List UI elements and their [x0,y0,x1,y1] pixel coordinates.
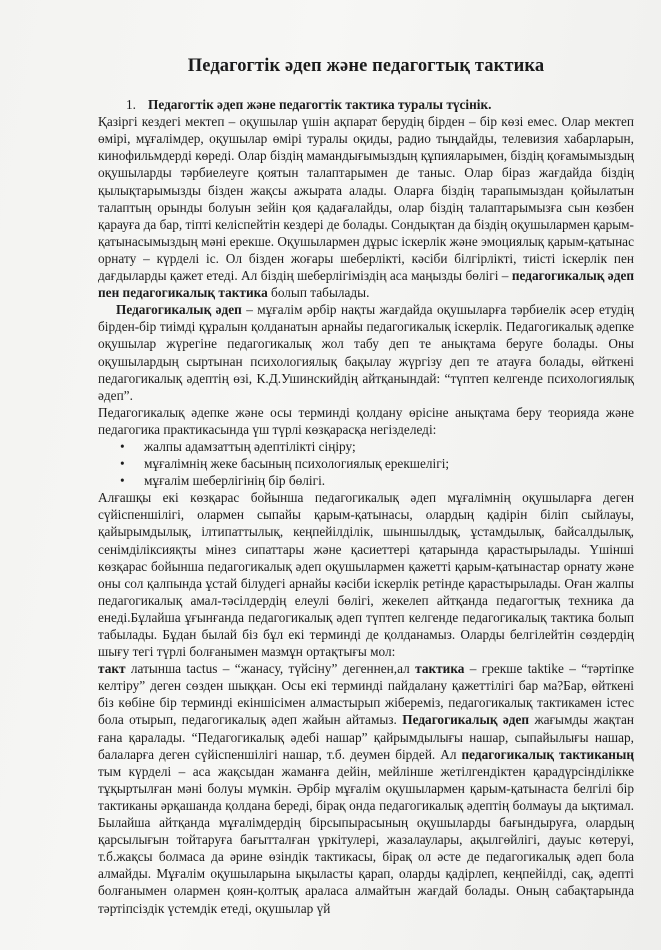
viewpoints-list [98,438,634,489]
page-title: Педагогтік әдеп және педагогтық тактика [187,56,545,76]
paragraph-terms-text: латынша tactus – “жанасу, түйсіну” дегеннен,ал [125,661,416,677]
paragraph-terms-text: тым күрделі – аса жақсыдан жаманға дейін, мейлінше жетілгендіктен қарадүрсінділікке тұқыртылған мәні болуы мүмкін. Әрбір мұғалім оқушылармен қарым-қатынаста белгілі бір тактиканы әрқашанда қолдана береді, бірақ онда педагогикалық әдептің болмауы да ықтимал. Былайша айтқанда мұғалімдердің бірсыпырасының оқушыларды бағындыруға, олардың қарсылығын тойтаруға бағытталған үркітулері, жазалаулары, ақылгөйлігі, дауыс көтеруі, т.б.жақсы болмаса да әрине өзіндік тактикасы, бірақ ол әсте де педагогикалық әдеп бола алмайды. Мұғалім оқушыларына ықыласты қарап, оларды қадірлеп, кеңпейілді, сақ, әдепті болғанымен олармен қоян-қолтық араласа алмайтын жағдай болады. Оның сабақтарында тәртіпсіздік үстемдік етеді, оқушылар үй [98,763,634,916]
list-item-text: жалпы адамзаттың әдептілікті сіңіру; [144,438,356,454]
section-number: 1. [126,97,136,113]
paragraph-terms [98,660,634,916]
list-item [98,438,634,455]
paragraph-terms-text: – грекше taktike – “тәртіпке келтіру” деген сөзден шыққан. Осы екі терминді пайдалану қажеттілігі бар ма?Бар, өйткені біз көбіне бір терминді екіншісімен алмастырып жібереміз, педагогикалық тактикамен істес бола отырып, педагогикалық әдеп жайын айтамыз. [98,661,634,728]
bullet-icon: • [120,473,125,489]
paragraph-definition [98,301,634,404]
bullet-icon: • [120,456,125,472]
paragraph-definition-text: – мұғалім әрбір нақты жағдайда оқушыларға тәрбиелік әсер етудің бірден-бір тиімді құралын қолданатын арнайы педагогикалық іскерлік. Педагогикалық әдепке оқушылар жүрегіне педагогикалық жол табу деп те анықтама беруге болады. Оны оқушылардың сыртынан психологиялық бақылау жүргізу деп те атауға болады, өйткені педагогикалық әдептің өзі, К.Д.Ушинскийдің айтқанындай: “түптеп келгенде психологиялық әдеп”. [98,302,634,403]
paragraph-intro-text: Қазіргі кездегі мектеп – оқушылар үшін ақпарат берудің бірден – бір көзі емес. Олар мектеп өмірі, мұғалімдер, оқушылар өмірі туралы оқиды, радио тыңдайды, телевизия хабарларын, кинофильмдерді көреді. Олар біздің мамандығымыздың құпияларымен, біздің қоғамымыздың оқушыларды тәрбиелеуге қоятын талаптарымен де таныс. Олар біраз жағдайда біздің қылықтарымызды бізден жақсы ажырата алады. Оларға біздің тарапымыздан қойылатын талаптың орынды болуын зейін қоя қадағалайды, олар біздің талаптарымызға сын көзбен қарауға да бар, тіпті келіспейтін кездері де болады. Сондықтан да біздің оқушылармен қарым-қатынасымыздың мәні ерекше. Оқушылармен дұрыс іскерлік және эмоциялық қарым-қатынас орнату – күрделі іс. Ол бізден жоғары шеберлікті, кәсіби білгірлікті, тиісті іскерлік пен дағдыларды қажет етеді. Ал біздің шеберлігіміздің аса маңызды бөлігі – [98,114,634,284]
paragraph-terms-text: жағымды жақтан ғана қаралады. “Педагогикалық әдебі нашар” қайрымдылығы нашар, сыпайылығы нашар, балаларға деген сүйіспеншілігі нашар, т.б. деумен бірдей. Ал [98,712,634,762]
term-tactics: тактика [415,661,465,677]
section-heading [126,96,634,113]
list-item-text: мұғалім шеберлігінің бір бөлігі. [144,473,326,489]
paragraph-intro [98,113,634,301]
bullet-icon: • [120,438,125,454]
paragraph-intro-bold: педагогикалық әдеп пен педагогикалық тактика [98,268,635,301]
paragraph-analysis: Алғашқы екі көзқарас бойынша педагогикалық әдеп мұғалімнің оқушыларға деген сүйіспеншілігі, олармен сыпайы қарым-қатынасы, олардың қадірін біліп сыйлауы, қайырымдылық, ілтипаттылық, кеңпейілділік, шыншылдық, ұстамдылық, байсалдылық, сенімділіксияқты мінез сипаттары және қасиеттері қатарында қарастырылады. Үшінші көзқарас бойынша педагогикалық әдеп оқушылармен қажетті қарым-қатынастар орнату және оны сол қалпында ұстай білудегі арнайы кәсіби іскерлік ретінде қарастырылады. Оған жалпы педагогикалық амал-тәсілдердің елеулі бөлігі, жекелеп айтқанда педагогтық техника да енеді.Бұлайша ұғынғанда педагогикалық әдеп түптеп келгенде педагогикалық тактика болып табылады. Бұдан былай біз бұл екі терминді де қолданамыз. Оларды белгілейтін сөздердің шығу тегі түрлі болғанымен мазмұн ортақтығы мол: [98,490,634,660]
list-item-text: мұғалімнің жеке басының психологиялық ерекшелігі; [144,456,450,472]
paragraph-viewpoints: Педагогикалық әдепке және осы терминдi қолдану өрісіне анықтама беру теорияда және педагогика практикасында үш түрлі көзқарасқа негізделеді: [98,404,634,437]
paragraph-intro-end: болып табылады. [267,285,370,301]
section-heading-text: Педагогтік әдеп және педагогтік тактика туралы түсінік. [148,97,492,113]
list-item [98,455,634,472]
document-body [98,58,634,917]
term-tact: такт [98,661,126,677]
term-pedagogical-tact: Педагогикалық әдеп [116,302,242,318]
term-pedagogical-tact: Педагогикалық әдеп [402,712,530,728]
list-item [98,472,634,489]
term-pedagogical-tactics: педагогикалық тактиканың [461,746,635,762]
